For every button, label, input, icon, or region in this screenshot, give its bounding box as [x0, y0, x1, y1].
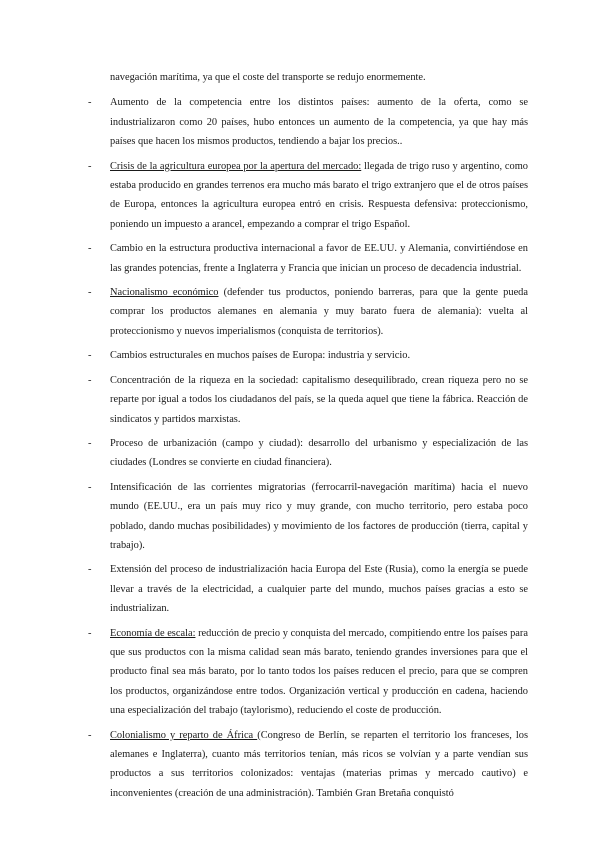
list-item	[88, 624, 528, 721]
bullet-list	[88, 93, 528, 803]
bullet-dash: -	[88, 564, 92, 576]
item-heading: Economía de escala:	[110, 627, 196, 639]
list-item	[88, 560, 528, 618]
list-item	[88, 239, 528, 278]
bullet-dash: -	[88, 287, 92, 299]
bullet-dash: -	[88, 481, 92, 493]
list-item	[88, 157, 528, 235]
item-text: Extensión del proceso de industrialización hacia Europa del Este (Rusia), como la energía se puede llevar a través de la electricidad, a cualquier parte del mundo, muchos países gracias a esto se industrializan.	[110, 564, 528, 615]
document-body	[88, 68, 528, 808]
bullet-dash: -	[88, 729, 92, 741]
item-text: reducción de precio y conquista del mercado, compitiendo entre los países para que sus productos con la misma calidad sean más barato, teniendo grandes inversiones para que el producto final sea más barato, por lo tanto todos los países reducen el precio, para que se compren los productos, organizándose entre todos. Organización vertical y producción en cadena, haciendo una especialización del trabajo (taylorismo), reduciendo el coste de producción.	[110, 627, 528, 717]
list-item	[88, 726, 528, 804]
item-text: (Congreso de Berlín, se reparten el territorio los franceses, los alemanes e Inglaterra), cuanto más territorios tenían, más ricos se volvían y a parte vendían sus productos a sus territorios colonizados: ventajas (materias primas y mercado cautivo) e inconvenientes (creación de una administración). También Gran Bretaña conquistó	[110, 729, 528, 799]
bullet-dash: -	[88, 350, 92, 362]
continuation-text: navegación marítima, ya que el coste del transporte se redujo enormemente.	[110, 72, 426, 83]
list-item	[88, 478, 528, 556]
list-item	[88, 93, 528, 151]
bullet-dash: -	[88, 243, 92, 255]
bullet-dash: -	[88, 437, 92, 449]
bullet-dash: -	[88, 627, 92, 639]
item-text: llegada de trigo ruso y argentino, como estaba producido en grandes terrenos era mucho más barato el trigo extranjero que el de otros países de Europa, entonces la agricultura europea entró en crisis. Respuesta defensiva: proteccionismo, poniendo un impuesto a arancel, empezando a comprar el trigo Español.	[110, 160, 528, 230]
bullet-dash: -	[88, 374, 92, 386]
item-text: Cambios estructurales en muchos países de Europa: industria y servicio.	[110, 350, 411, 362]
item-text: Aumento de la competencia entre los distintos países: aumento de la oferta, como se industrializaron como 20 países, hubo entonces un aumento de la competencia, ya que hay más países que hacen los mismos productos, tendiendo a bajar los precios..	[110, 97, 528, 148]
bullet-dash: -	[88, 160, 92, 172]
list-item	[88, 371, 528, 429]
list-item	[88, 434, 528, 473]
item-text: Concentración de la riqueza en la sociedad: capitalismo desequilibrado, crean riqueza pero no se reparte por igual a todos los ciudadanos del país, se la queda aquel que tiene la fábrica. Reacción de sindicatos y partidos marxistas.	[110, 374, 528, 425]
item-heading: Nacionalismo económico	[110, 287, 219, 299]
item-heading: Crisis de la agricultura europea por la apertura del mercado:	[110, 160, 362, 172]
list-item	[88, 346, 528, 365]
list-item	[88, 283, 528, 341]
item-heading: Colonialismo y reparto de África	[110, 729, 258, 741]
item-text: (defender tus productos, poniendo barreras, para que la gente pueda comprar los productos alemanes en alemania y muy barato fuera de alemania): vuelta al proteccionismo y nuevos imperialismos (conquista de territorios).	[110, 287, 528, 337]
bullet-dash: -	[88, 97, 92, 109]
item-text: Proceso de urbanización (campo y ciudad): desarrollo del urbanismo y especialización de las ciudades (Londres se convierte en ciudad financiera).	[110, 437, 528, 469]
item-text: Cambio en la estructura productiva internacional a favor de EE.UU. y Alemania, convirtiéndose en las grandes potencias, frente a Inglaterra y Francia que inician un proceso de decadencia industrial.	[110, 243, 528, 274]
item-text: Intensificación de las corrientes migratorias (ferrocarril-navegación marítima) hacia el nuevo mundo (EE.UU., era un país muy rico y muy grande, con mucho territorio, pero estaba poco poblado, dando muchas posibilidades) y movimiento de los factores de producción (tierra, capital y trabajo).	[110, 481, 528, 551]
